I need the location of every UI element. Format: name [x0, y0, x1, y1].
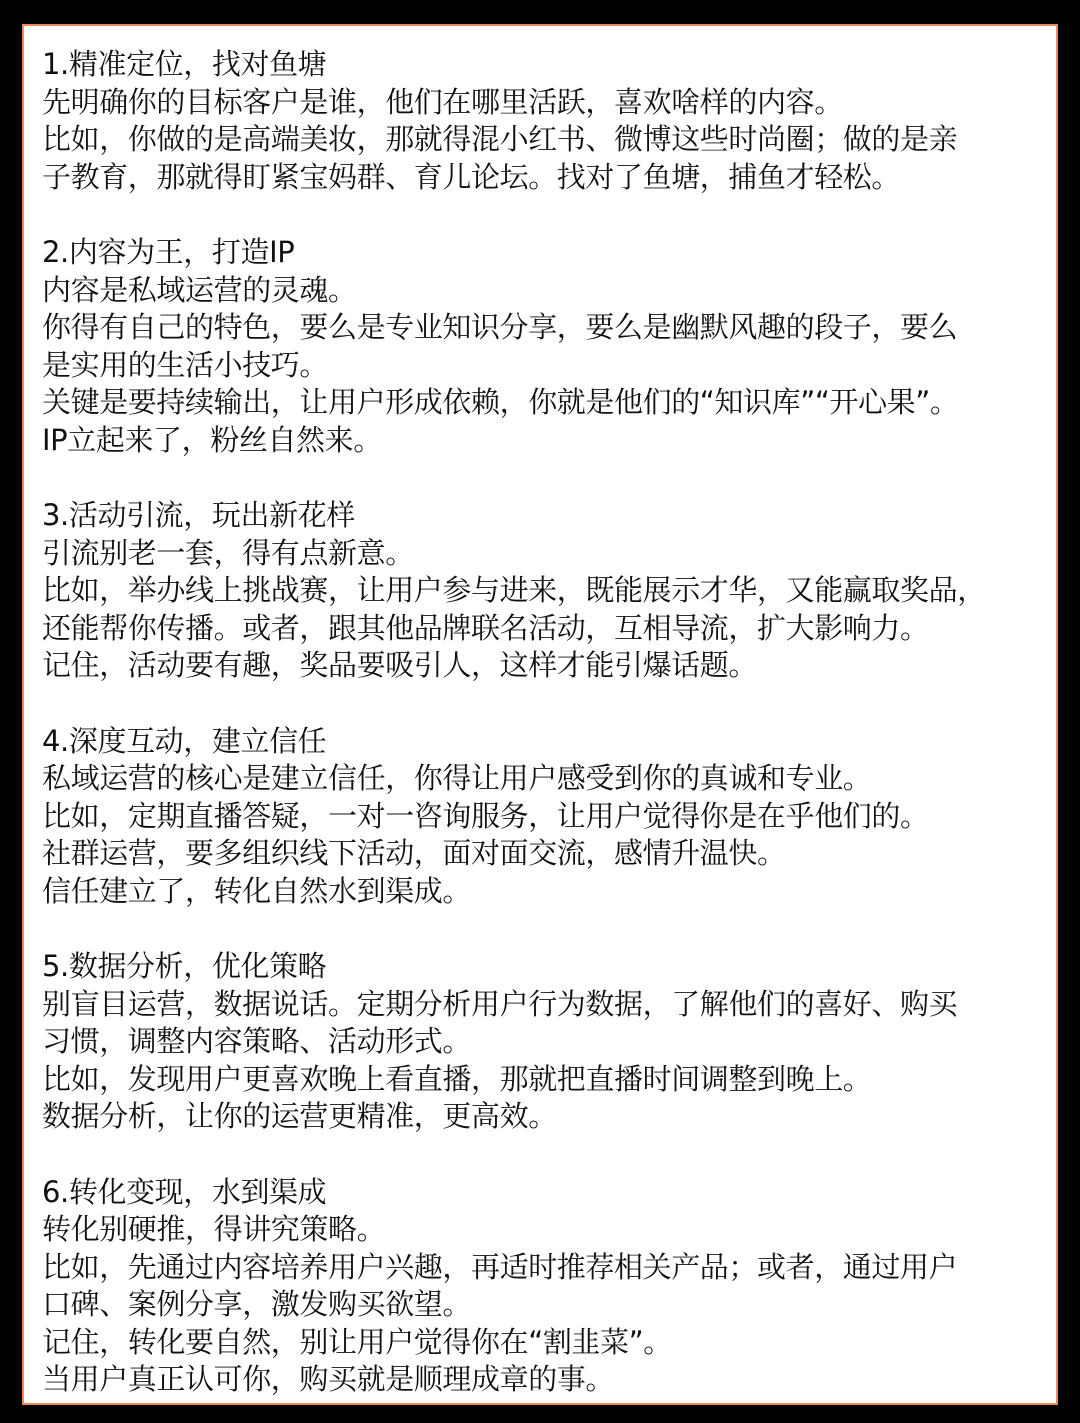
paragraph-line: IP立起来了，粉丝自然来。	[42, 422, 382, 457]
paragraph-line: 内容是私域运营的灵魂。	[42, 272, 357, 307]
paragraph-line: 数据分析，让你的运营更精准，更高效。	[42, 1099, 557, 1133]
section-5	[42, 948, 1056, 1136]
paragraph-line: 别盲目运营，数据说话。定期分析用户行为数据，了解他们的喜好、购买	[42, 986, 958, 1021]
paragraph-line: 口碑、案例分享，激发购买欲望。	[42, 1287, 472, 1321]
paragraph-line: 比如，发现用户更喜欢晚上看直播，那就把直播时间调整到晚上。	[42, 1061, 872, 1096]
section-heading: 4.深度互动，建立信任	[42, 723, 327, 758]
article-card	[22, 24, 1058, 1405]
paragraph-line: 记住，活动要有趣，奖品要吸引人，这样才能引爆话题。	[42, 648, 758, 682]
paragraph-line: 比如，定期直播答疑，一对一咨询服务，让用户觉得你是在乎他们的。	[42, 798, 929, 833]
paragraph-line: 记住，转化要自然，别让用户觉得你在“割韭菜”。	[42, 1324, 672, 1359]
paragraph-line: 还能帮你传播。或者，跟其他品牌联名活动，互相导流，扩大影响力。	[42, 610, 929, 645]
paragraph-line: 习惯，调整内容策略、活动形式。	[42, 1024, 472, 1058]
paragraph-line: 当用户真正认可你，购买就是顺理成章的事。	[42, 1362, 615, 1396]
paragraph-line: 比如，举办线上挑战赛，让用户参与进来，既能展示才华，又能赢取奖品，	[42, 573, 986, 607]
paragraph-line: 私域运营的核心是建立信任，你得让用户感受到你的真诚和专业。	[42, 761, 872, 795]
paragraph-line: 是实用的生活小技巧。	[42, 347, 329, 382]
section-6	[42, 1174, 1056, 1399]
section-heading: 6.转化变现，水到渠成	[42, 1174, 327, 1209]
section-4	[42, 723, 1056, 911]
section-2	[42, 234, 1056, 459]
section-3	[42, 497, 1056, 685]
paragraph-line: 信任建立了，转化自然水到渠成。	[42, 873, 472, 908]
paragraph-line: 社群运营，要多组织线下活动，面对面交流，感情升温快。	[42, 836, 786, 870]
paragraph-line: 转化别硬推，得讲究策略。	[42, 1212, 386, 1246]
paragraph-line: 先明确你的目标客户是谁，他们在哪里活跃，喜欢啥样的内容。	[42, 84, 843, 119]
paragraph-line: 你得有自己的特色，要么是专业知识分享，要么是幽默风趣的段子，要么	[42, 310, 958, 344]
paragraph-line: 子教育，那就得盯紧宝妈群、育儿论坛。找对了鱼塘，捕鱼才轻松。	[42, 159, 901, 194]
paragraph-line: 比如，先通过内容培养用户兴趣，再适时推荐相关产品；或者，通过用户	[42, 1249, 958, 1284]
section-1	[42, 46, 1056, 196]
paragraph-line: 引流别老一套，得有点新意。	[42, 535, 414, 570]
section-heading: 3.活动引流，玩出新花样	[42, 498, 355, 532]
section-heading: 5.数据分析，优化策略	[42, 949, 327, 983]
paragraph-line: 关键是要持续输出，让用户形成依赖，你就是他们的“知识库”“开心果”。	[42, 385, 959, 419]
section-heading: 1.精准定位，找对鱼塘	[42, 47, 327, 81]
paragraph-line: 比如，你做的是高端美妆，那就得混小红书、微博这些时尚圈；做的是亲	[42, 122, 958, 156]
section-heading: 2.内容为王，打造IP	[42, 235, 295, 269]
